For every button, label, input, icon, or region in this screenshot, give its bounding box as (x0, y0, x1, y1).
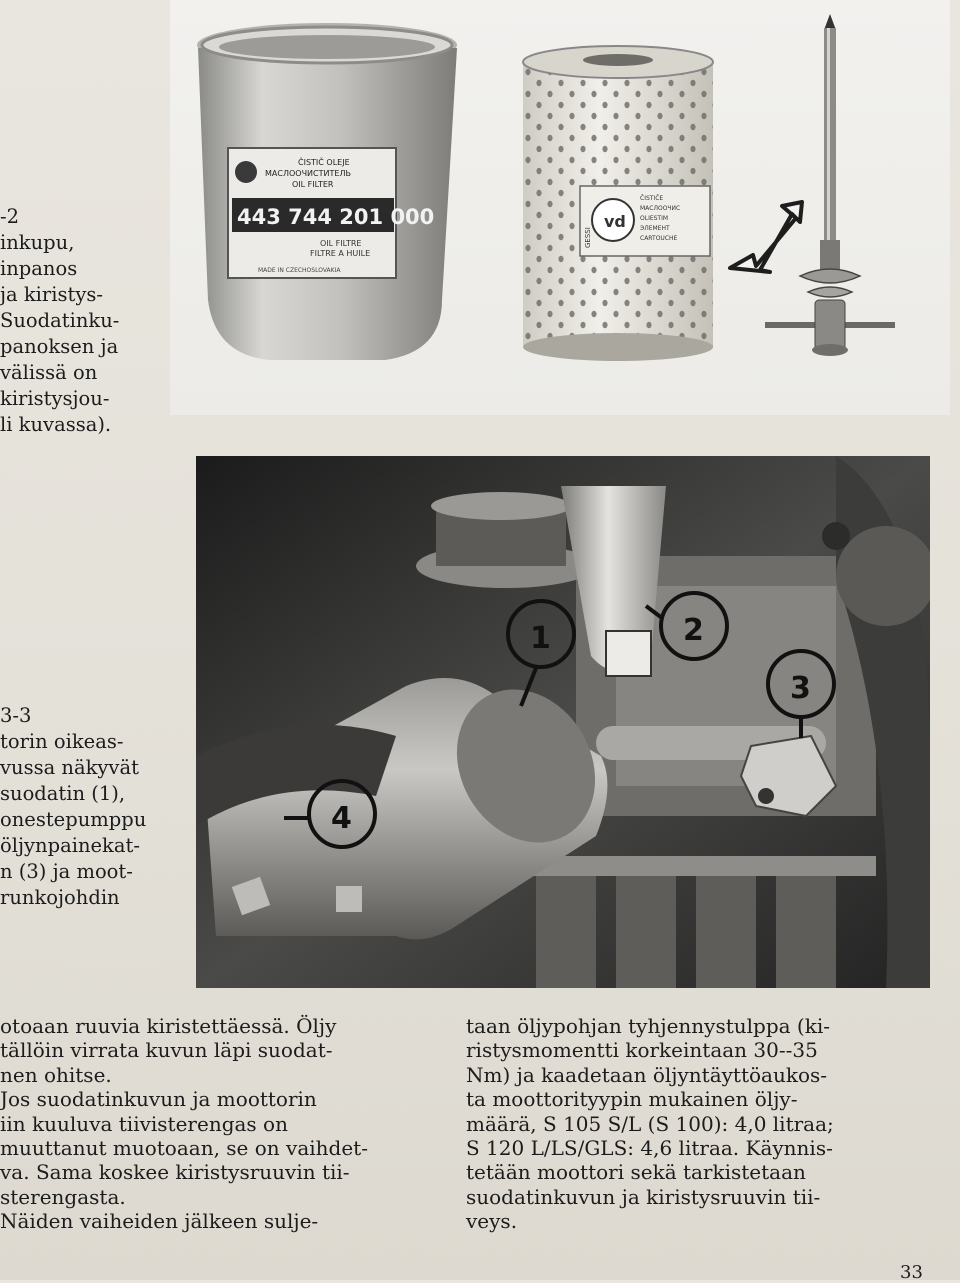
can-label-line1: ČISTIČ OLEJE (298, 158, 350, 167)
page-number: 33 (900, 1262, 923, 1283)
element-label-line2: МАСЛООЧИС (640, 205, 681, 212)
engine-compartment-photo (196, 456, 930, 988)
text-line: va. Sama koskee kiristysruuvin tii- (0, 1160, 350, 1185)
caption-line: li kuvassa). (0, 413, 112, 436)
figure-3-2-caption (0, 204, 119, 438)
element-label-line1: ČISTIČE (640, 195, 664, 202)
text-line: iin kuuluva tiivisterengas on (0, 1111, 288, 1136)
text-line: taan öljypohjan tyhjennystulppa (ki- (466, 1014, 831, 1038)
caption-line: onestepumppu (0, 808, 147, 831)
text-line: otoaan ruuvia kiristettäessä. Öljy (0, 1014, 337, 1038)
callout-4-number: 4 (331, 801, 352, 836)
filter-can (197, 23, 457, 360)
text-line: ristysmomentti korkeintaan 30--35 (466, 1038, 818, 1063)
caption-line: inpanos (0, 257, 78, 280)
caption-line: kiristysjou- (0, 387, 110, 410)
text-line: muuttanut muotoaan, se on vaihdet- (0, 1135, 368, 1160)
text-line: määrä, S 105 S/L (S 100): 4,0 litraa; (466, 1111, 834, 1136)
can-label-line4: OIL FILTRE (320, 239, 362, 248)
text-line: Näiden vaiheiden jälkeen sulje- (0, 1209, 319, 1234)
element-brand: GESSI (584, 227, 592, 248)
callout-1-number: 1 (530, 621, 551, 656)
text-line: S 120 L/LS/GLS: 4,6 litraa. Käynnis- (466, 1135, 833, 1160)
caption-line: torin oikeas- (0, 730, 124, 753)
can-label-line2: МАСЛООЧИСТИТЕЛЬ (265, 169, 351, 178)
caption-line: -2 (0, 205, 19, 228)
filter-element (523, 46, 713, 361)
caption-line: n (3) ja moot- (0, 860, 133, 883)
oil-filter-parts-photo (170, 0, 950, 415)
text-line: veys. (466, 1209, 518, 1234)
element-label-line4: ЭЛЕМЕНТ (640, 225, 670, 232)
text-line: Nm) ja kaadetaan öljyntäyttöaukos- (466, 1062, 828, 1087)
text-line: Jos suodatinkuvun ja moottorin (0, 1087, 317, 1112)
caption-line: ja kiristys- (0, 283, 103, 306)
svg-text:vd: vd (604, 212, 626, 231)
caption-line: suodatin (1), (0, 782, 126, 805)
text-line: tällöin virrata kuvun läpi suodat- (0, 1038, 333, 1063)
can-part-number: 443 744 201 000 (237, 205, 435, 229)
text-line: ta moottorityypin mukainen öljy- (466, 1087, 798, 1112)
figure-3-3-caption (0, 703, 146, 911)
element-label-line5: CARTOUCHE (640, 235, 678, 242)
text-line: tetään moottori sekä tarkistetaan (466, 1160, 806, 1185)
body-text-left-column (0, 1014, 440, 1234)
can-label-line3: OIL FILTER (292, 180, 334, 189)
caption-line: panoksen ja (0, 335, 119, 358)
text-line: suodatinkuvun ja kiristysruuvin tii- (466, 1184, 821, 1209)
caption-line: runkojohdin (0, 886, 120, 909)
can-label-line5: FILTRE A HUILE (310, 249, 371, 258)
caption-line: vussa näkyvät (0, 756, 139, 779)
caption-line: 3-3 (0, 704, 32, 727)
caption-line: öljynpainekat- (0, 834, 140, 857)
callout-3-number: 3 (790, 671, 811, 706)
caption-line: välissä on (0, 361, 98, 384)
can-label-line6: MADE IN CZECHOSLOVAKIA (258, 267, 341, 274)
callout-2-number: 2 (683, 613, 704, 648)
text-line: nen ohitse. (0, 1062, 112, 1087)
caption-line: inkupu, (0, 231, 75, 254)
body-text-right-column (466, 1014, 946, 1234)
caption-line: Suodatinku- (0, 309, 120, 332)
text-line: sterengasta. (0, 1184, 126, 1209)
element-label-line3: OLIESTIM (640, 215, 669, 222)
